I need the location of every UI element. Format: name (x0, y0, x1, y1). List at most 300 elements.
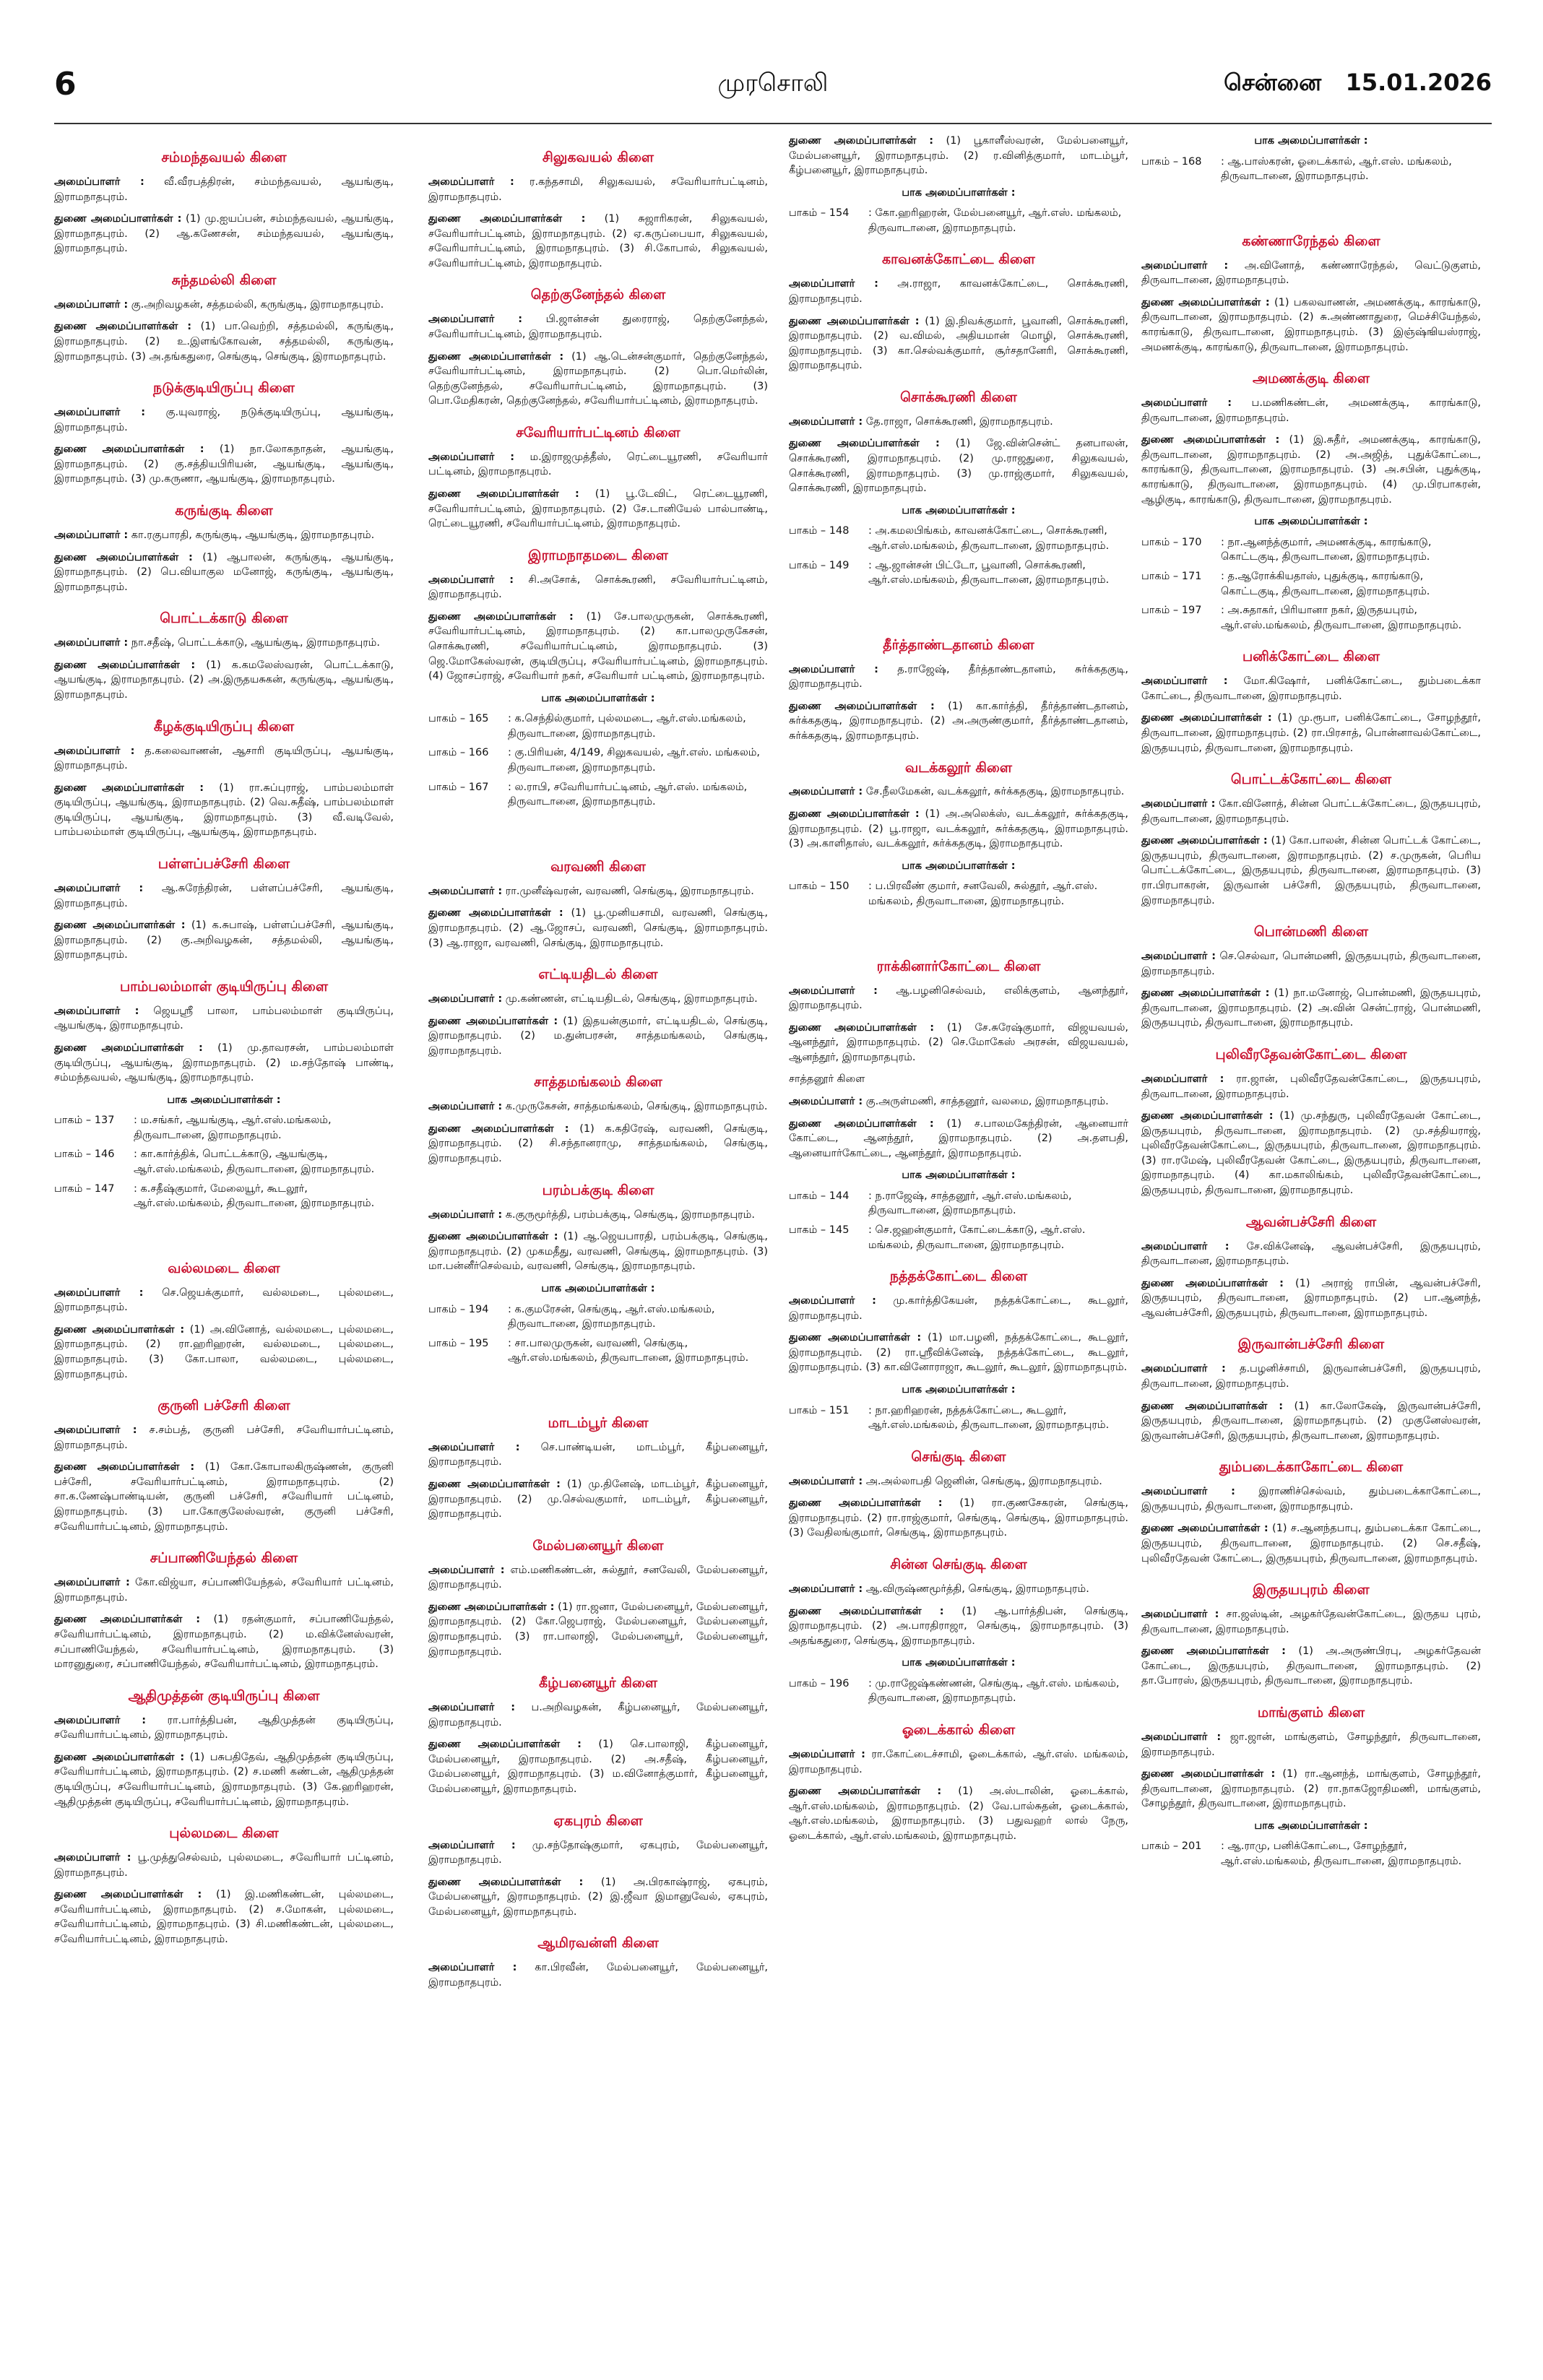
organizer-text: ரா.பார்த்திபன், ஆதிமுத்தன் குடியிருப்பு, சவேரியார்பட்டினம், இராமநாதபுரம். (54, 1714, 394, 1741)
branch-heading: செங்குடி கிளை (911, 1448, 1006, 1465)
organizer-entry (54, 1713, 394, 1743)
booth-row (789, 1676, 1128, 1706)
organizer-label: அமைப்பாளர் : (1141, 798, 1216, 810)
deputies-entry (54, 1887, 394, 1947)
deputies-entry (54, 1041, 394, 1086)
branch-heading: கீழ்பனையூர் கிளை (538, 1675, 658, 1692)
organizer-entry (428, 1208, 768, 1223)
organizer-label: அமைப்பாளர் : (54, 1424, 137, 1437)
organizer-label: அமைப்பாளர் : (428, 1839, 516, 1851)
column-1 (54, 134, 394, 2344)
deputies-text: (1) மு.ரூபா, பனிக்கோட்டை, சோழந்தூர், திருவாடானை, இராமநாதபுரம். (2) ரா.பிரசாத், பொன்னாவல்கோட்டை, இருதயபுரம், திருவாடானை, இராமநாதபுரம். (1141, 712, 1481, 754)
deputies-label: துணை அமைப்பாளர்கள் : (1141, 434, 1280, 446)
organizer-entry (428, 884, 768, 899)
deputies-label: துணை அமைப்பாளர்கள் : (1141, 1523, 1268, 1535)
column-4 (1141, 134, 1481, 2344)
booth-subheading: பாக அமைப்பாளர்கள் : (167, 1094, 281, 1106)
organizer-label: அமைப்பாளர் : (428, 176, 514, 188)
deputies-text: (1) இதயன்குமார், எட்டியதிடல், செங்குடி, இராமநாதபுரம். (2) ம.துன்பரசன், சாத்தமங்கலம், செங்குடி, இராமநாதபுரம். (428, 1015, 768, 1057)
booth-number: பாகம் – 165 (428, 713, 489, 725)
deputies-entry (54, 1612, 394, 1671)
booth-row (789, 879, 1128, 909)
deputies-text: (1) ரதன்குமார், சப்பாணியேந்தல், சவேரியார்பட்டினம், இராமநாதபுரம். (2) ம.விக்னேஸ்வரன், சப்பாணியேந்தல், சவேரியார்பட்டினம், இராமநாதபுரம். (3) மாரனுதுரை, சப்பாணியேந்தல், சவேரியார்பட்டினம், இராமநாதபுரம். (54, 1614, 394, 1671)
organizer-text: கோ.விஜ்யா, சப்பாணியேந்தல், சவேரியார் பட்டினம், இராமநாதபுரம். (54, 1577, 394, 1604)
organizer-entry (789, 1474, 1128, 1489)
booth-subheading: பாக அமைப்பாளர்கள் : (1254, 135, 1368, 147)
organizer-text: ர.கந்தசாமி, சிலுகவயல், சவேரியார்பட்டினம், இராமநாதபுரம். (428, 176, 768, 203)
deputies-label: துணை அமைப்பாளர்கள் : (54, 919, 186, 932)
organizer-text: ம.இராஜமுத்தீஸ், ரெட்டையூரணி, சவேரியார் பட்டினம், இராமநாதபுரம். (428, 451, 768, 478)
organizer-label: அமைப்பாளர் : (789, 985, 878, 997)
booth-number: பாகம் – 170 (1141, 536, 1202, 548)
organizer-label: அமைப்பாளர் : (789, 415, 863, 428)
organizer-entry (1141, 259, 1481, 288)
deputies-entry (1141, 1521, 1481, 1566)
booth-row (54, 1113, 394, 1143)
organizer-label: அமைப்பாளர் : (1141, 397, 1232, 410)
organizer-entry (54, 175, 394, 204)
booth-person: : நா.ஹரிஹரன், நத்தக்கோட்டை, கூடலூர், ஆர்.எஸ்.மங்கலம், திருவாடானை, இராமநாதபுரம். (868, 1404, 1110, 1432)
branch-heading: பாம்பலம்மாள் குடியிருப்பு கிளை (119, 978, 329, 995)
organizer-text: அ.ராஜா, காவனக்கோட்டை, சொக்கூரணி, இராமநாதபுரம். (789, 278, 1128, 306)
organizer-label: அமைப்பாளர் : (1141, 1240, 1229, 1252)
deputies-entry (54, 550, 394, 595)
organizer-label: அமைப்பாளர் : (54, 298, 129, 311)
deputies-text: (1) பா.வெற்றி, சத்தமல்லி, கருங்குடி, இராமநாதபுரம். (2) உ.இளங்கோவன், சத்தமல்லி, கருங்குடி, இராமநாதபுரம். (3) அ.தங்கதுரை, செங்குடி, செங்குடி, இராமநாதபுரம். (54, 321, 394, 363)
organizer-text: ச.சம்பத், குருனி பச்சேரி, சவேரியார்பட்டினம், இராமநாதபுரம். (54, 1424, 394, 1451)
organizer-label: அமைப்பாளர் : (789, 1583, 863, 1596)
deputies-label: துணை அமைப்பாளர்கள் : (1141, 1645, 1286, 1658)
deputies-label: துணை அமைப்பாளர்கள் : (789, 700, 935, 712)
deputies-text: (1) இ.சுதீர், அமணக்குடி, காரங்காடு, திருவாடானை, இராமநாதபுரம். (2) அ.அஜித், புதுக்கோட்டை, காரங்காடு, திருவாடானை, இராமநாதபுரம். (3) அ.சபின், புதுக்குடி, காரங்காடு, திருவாடானை, இராமநாதபுரம். (4) மு.பிரபாகரன், ஆழிகுடி, காரங்காடு, திருவாடானை, இராமநாதபுரம். (1141, 434, 1481, 506)
spacer (789, 592, 1128, 621)
organizer-entry (1141, 1484, 1481, 1514)
deputies-text: (1) ஆ.பார்த்திபன், செங்குடி, இராமநாதபுரம். (2) அ.பாரதிராஜா, செங்குடி, இராமநாதபுரம். (3) அதங்கதுரை, செங்குடி, இராமநாதபுரம். (789, 1605, 1128, 1647)
branch-heading: தும்படைக்காகோட்டை கிளை (1219, 1459, 1404, 1476)
deputies-text: (1) மு.தினேஷ், மாடம்பூர், கீழ்பனையூர், இராமநாதபுரம். (2) மு.செல்வகுமார், மாடம்பூர், கீழ்பனையூர், இராமநாதபுரம். (428, 1478, 768, 1520)
booth-person: : கோ.ஹரிஹரன், மேல்பனையூர், ஆர்.எஸ். மங்கலம், திருவாடானை, இராமநாதபுரம். (868, 207, 1122, 234)
deputies-label: துணை அமைப்பாளர்கள் : (428, 1122, 569, 1135)
organizer-entry (789, 784, 1128, 800)
deputies-entry (54, 918, 394, 963)
deputies-text: (1) இ.நிவக்குமார், பூவானி, சொக்கூரணி, இராமநாதபுரம். (2) வ.விமல், அதியமான் மொழி, சொக்கூரணி, இராமநாதபுரம். (3) கா.செல்வக்குமார், சூர்சதானேரி, சொக்கூரணி, இராமநாதபுரம். (789, 315, 1128, 372)
deputies-text: (1) பூ.முனியசாமி, வரவணி, செங்குடி, இராமநாதபுரம். (2) ஆ.ஜோசப், வரவணி, செங்குடி, இராமநாதபுரம். (3) ஆ.ராஜா, வரவணி, செங்குடி, இராமநாதபுரம். (428, 907, 768, 949)
organizer-label: அமைப்பாளர் : (789, 1475, 863, 1487)
organizer-label: அமைப்பாளர் : (1141, 951, 1216, 963)
organizer-entry (54, 528, 394, 543)
deputies-label: துணை அமைப்பாளர்கள் : (54, 1751, 185, 1763)
spacer (1141, 189, 1481, 217)
deputies-text: (1) க.கமலேஸ்வரன், பொட்டக்காடு, ஆயங்குடி, இராமநாதபுரம். (2) அ.இருதயசுகன், கருங்குடி, ஆயங்குடி, இராமநாதபுரம். (54, 659, 394, 701)
booth-number: பாகம் – 171 (1141, 570, 1202, 582)
branch-heading: சவேரியார்பட்டினம் கிளை (516, 424, 680, 441)
deputies-text: (1) இ.மணிகண்டன், புல்லமடை, சவேரியார்பட்டினம், இராமநாதபுரம். (2) ச.மோகன், புல்லமடை, சவேரியார்பட்டினம், இராமநாதபுரம். (3) சி.மணிகண்டன், புல்லமடை, சவேரியார்பட்டினம், இராமநாதபுரம். (54, 1889, 394, 1945)
organizer-entry (789, 1094, 1128, 1109)
deputies-entry (1141, 1767, 1481, 1812)
deputies-label: துணை அமைப்பாளர்கள் : (428, 610, 574, 623)
booth-row (428, 1302, 768, 1332)
deputies-entry (54, 658, 394, 703)
organizer-entry (789, 277, 1128, 306)
organizer-text: பி.ஜான்சன் துரைராஜ், தெற்குனேந்தல், சவேரியார்பட்டினம், இராமநாதபுரம். (428, 313, 768, 340)
deputies-text: (1) பூகாளீஸ்வரன், மேல்பனையூர், மேல்பனையூர், இராமநாதபுரம். (2) ர.வினித்குமார், மாடம்பூர், கீழ்பனையூர், இராமநாதபுரம். (789, 135, 1128, 177)
organizer-text: சே.விக்னேஷ், ஆவன்பச்சேரி, இருதயபுரம், திருவாடானை, இராமநாதபுரம். (1141, 1240, 1481, 1268)
deputies-entry (789, 699, 1128, 744)
deputies-entry (428, 1737, 768, 1796)
organizer-text: த.ராஜேஷ், தீர்த்தாண்டதானம், சுர்க்கதகுடி, இராமநாதபுரம். (789, 663, 1128, 691)
branch-heading: பரம்பக்குடி கிளை (542, 1182, 654, 1198)
deputies-text: (1) ரா.ஜனா, மேல்பனையூர், மேல்பனையூர், இராமநாதபுரம். (2) கோ.ஜெபராஜ், மேல்பனையூர், மேல்பனையூர், இராமநாதபுரம். (3) ரா.பாலாஜி, மேல்பனையூர், மேல்பனையூர், இராமநாதபுரம். (428, 1601, 768, 1658)
booth-person: : க.செந்தில்குமார், புல்லமடை, ஆர்.எஸ்.மங்கலம், திருவாடானை, இராமநாதபுரம். (508, 713, 746, 740)
organizer-label: அமைப்பாளர் : (428, 313, 523, 326)
organizer-label: அமைப்பாளர் : (54, 1714, 147, 1726)
organizer-entry (428, 450, 768, 480)
booth-number: பாகம் – 149 (789, 559, 850, 571)
organizer-text: செ.ஜெயக்குமார், வல்லமடை, புல்லமடை, இராமநாதபுரம். (54, 1286, 394, 1314)
deputies-text: (1) ஜே.வின்சென்ட் தனபாலன், சொக்கூரணி, இராமநாதபுரம். (2) மு.ராஜதுரை, சிலுகவயல், சொக்கூரணி, இராமநாதபுரம். (3) மு.ராஜ்குமார், சிலுகவயல், சொக்கூரணி, இராமநாதபுரம். (789, 438, 1128, 495)
deputies-label: துணை அமைப்பாளர்கள் : (54, 1889, 202, 1901)
branch-heading: வடக்கலூர் கிளை (904, 759, 1013, 776)
booth-person: : க.குமரேசன், செங்குடி, ஆர்.எஸ்.மங்கலம், திருவாடானை, இராமநாதபுரம். (508, 1303, 715, 1330)
organizer-text: ஆ.சுரேந்திரன், பள்ளப்பச்சேரி, ஆயங்குடி, இராமநாதபுரம். (54, 882, 394, 909)
deputies-entry (789, 1021, 1128, 1065)
organizer-label: அமைப்பாளர் : (54, 1286, 144, 1299)
deputies-label: துணை அமைப்பாளர்கள் : (54, 1461, 195, 1474)
organizer-text: இராணிச்செல்வம், தும்படைக்காகோட்டை, இருதயபுரம், திருவாடானை, இராமநாதபுரம். (1141, 1486, 1481, 1513)
spacer (54, 1216, 394, 1245)
deputies-text: (1) செ.பாலாஜி, கீழ்பனையூர், மேல்பனையூர், இராமநாதபுரம். (2) அ.சதீஷ், கீழ்பனையூர், மேல்பனையூர், இராமநாதபுரம். (3) ம.வினோத்குமார், கீழ்பனையூர், மேல்பனையூர், இராமநாதபுரம். (428, 1739, 768, 1795)
organizer-entry (54, 881, 394, 911)
deputies-entry (54, 1323, 394, 1382)
booth-person: : கு.பிரியன், 4/149, சிலுகவயல், ஆர்.எஸ். மங்கலம், திருவாடானை, இராமநாதபுரம். (508, 747, 761, 774)
organizer-label: அமைப்பாளர் : (1141, 1609, 1219, 1621)
organizer-entry (789, 415, 1128, 430)
booth-row (54, 1147, 394, 1177)
deputies-entry (1141, 1644, 1481, 1689)
organizer-text: ரா.கோட்டைச்சாமி, ஓடைக்கால், ஆர்.எஸ். மங்கலம், இராமநாதபுரம். (789, 1749, 1128, 1775)
organizer-text: ப.மணிகண்டன், அமணக்குடி, காரங்காடு, திருவாடானை, இராமநாதபுரம். (1141, 397, 1481, 424)
deputies-text: (1) க.சுபாஷ், பள்ளப்பச்சேரி, ஆயங்குடி, இராமநாதபுரம். (2) கு.அறிவழகன், சத்தமல்லி, ஆயங்குடி, இராமநாதபுரம். (54, 919, 394, 961)
booth-row (789, 524, 1128, 553)
booth-subheading: பாக அமைப்பாளர்கள் : (902, 860, 1016, 872)
booth-subheading: பாக அமைப்பாளர்கள் : (902, 504, 1016, 516)
deputies-label: துணை அமைப்பாளர்கள் : (428, 1478, 561, 1490)
organizer-label: அமைப்பாளர் : (1141, 259, 1229, 272)
deputies-entry (428, 1229, 768, 1274)
deputies-text: (1) ச.பாலமகேந்திரன், ஆனையார் கோட்டை, ஆனந்தூர், இராமநாதபுரம். (2) அ.தளபதி, ஆனையார்கோட்டை, ஆனந்தூர், இராமநாதபுரம். (789, 1117, 1128, 1159)
booth-number: பாகம் – 154 (789, 207, 850, 220)
organizer-text: ஜா.ஜான், மாங்குளம், சோழந்தூர், திருவாடானை, இராமநாதபுரம். (1141, 1731, 1481, 1758)
booth-row (789, 1223, 1128, 1252)
deputies-label: துணை அமைப்பாளர்கள் : (54, 213, 182, 225)
booth-person: : அ.சுதாகர், பிரியானா நகர், இருதயபுரம், ஆர்.எஸ்.மங்கலம், திருவாடானை, இராமநாதபுரம். (1221, 605, 1462, 631)
deputies-label: துணை அமைப்பாளர்கள் : (789, 1786, 942, 1798)
deputies-text: (1) ச.ஆனந்தபாபு, தும்படைக்கா கோட்டை, இருதயபுரம், திருவாடானை, இராமநாதபுரம். (2) செ.சதீஷ், புலிவீரதேவன் கோட்டை, இருதயபுரம், திருவாடானை, இராமநாதபுரம். (1141, 1523, 1481, 1565)
deputies-label: துணை அமைப்பாளர்கள் : (1141, 1768, 1276, 1780)
deputies-label: துணை அமைப்பாளர்கள் : (428, 213, 586, 225)
branch-heading: சொக்கூரணி கிளை (900, 389, 1017, 405)
organizer-entry (428, 175, 768, 204)
branch-heading: புல்லமடை கிளை (169, 1825, 279, 1842)
organizer-text: சி.அசோக், சொக்கூரணி, சவேரியார்பட்டினம், இராமநாதபுரம். (428, 574, 768, 601)
organizer-entry (789, 662, 1128, 692)
booth-number: பாகம் – 197 (1141, 605, 1202, 617)
branch-heading: பொன்மணி கிளை (1253, 924, 1369, 940)
booth-row (428, 1336, 768, 1366)
deputies-text: (1) மு.ஐயப்பன், சம்மந்தவயல், ஆயங்குடி, இராமநாதபுரம். (2) ஆ.கணேசன், சம்மந்தவயல், ஆயங்குடி, இராமநாதபுரம். (54, 213, 394, 255)
deputies-text: (1) நா.லோகநாதன், ஆயங்குடி, இராமநாதபுரம். (2) கு.சத்தியபிரியன், ஆயங்குடி, ஆயங்குடி, இராமநாதபுரம். (3) மு.கருணா, ஆயங்குடி, இராமநாதபுரம். (54, 443, 394, 485)
branch-heading: அமணக்குடி கிளை (1253, 371, 1370, 387)
branch-heading: ஓடைக்கால் கிளை (902, 1722, 1016, 1739)
deputies-entry (1141, 1109, 1481, 1198)
organizer-entry (789, 984, 1128, 1013)
deputies-text: (1) கா.லோகேஷ், இருவான்பச்சேரி, இருதயபுரம், திருவாடானை, இராமநாதபுரம். (2) முகுனேஸ்வரன், இருவான்பச்சேரி, இருதயபுரம், திருவாடானை, இராமநாதபுரம். (1141, 1400, 1481, 1442)
branch-heading: புலிவீரதேவன்கோட்டை கிளை (1215, 1046, 1407, 1063)
branch-heading: குருனி பச்சேரி கிளை (157, 1398, 290, 1414)
booth-person: : ந.ராஜேஷ், சாத்தனூர், ஆர்.எஸ்.மங்கலம், திருவாடானை, இராமநாதபுரம். (868, 1190, 1072, 1217)
booth-subheading: பாக அமைப்பாளர்கள் : (541, 1282, 655, 1294)
deputies-label: துணை அமைப்பாளர்கள் : (789, 808, 920, 821)
deputies-label: துணை அமைப்பாளர்கள் : (789, 1117, 934, 1130)
deputies-label: துணை அமைப்பாளர்கள் : (54, 1323, 185, 1336)
organizer-entry (428, 312, 768, 342)
organizer-entry (54, 744, 394, 774)
booth-number: பாகம் – 147 (54, 1182, 115, 1195)
organizer-text: அ.வினோத், கண்ணாரேந்தல், வெட்டுகுளம், திருவாடானை, இராமநாதபுரம். (1141, 259, 1481, 287)
organizer-entry (428, 1563, 768, 1593)
deputies-text: (1) சே.சுரேஷ்குமார், விஜயவயல், ஆனந்தூர், இராமநாதபுரம். (2) செ.மோகேஸ் அரசன், விஜயவயல், ஆனந்தூர், இராமநாதபுரம். (789, 1021, 1128, 1063)
branch-heading: ஆவன்பச்சேரி கிளை (1245, 1213, 1377, 1230)
organizer-label: அமைப்பாளர் : (789, 1749, 865, 1761)
deputies-entry (54, 442, 394, 487)
organizer-entry (789, 1582, 1128, 1597)
organizer-label: அமைப்பாளர் : (428, 1962, 517, 1974)
organizer-label: அமைப்பாளர் : (428, 1208, 503, 1221)
deputies-entry (1141, 433, 1481, 507)
booth-subheading: பாக அமைப்பாளர்கள் : (902, 1169, 1016, 1182)
organizer-label: அமைப்பாளர் : (428, 1101, 503, 1113)
booth-row (1141, 1839, 1481, 1869)
header-rule (54, 123, 1492, 124)
organizer-entry (1141, 396, 1481, 425)
deputies-label: துணை அமைப்பாளர்கள் : (789, 1497, 943, 1510)
branch-heading: பொட்டக்காடு கிளை (160, 610, 288, 627)
deputies-entry (1141, 295, 1481, 355)
booth-row (1141, 569, 1481, 599)
deputies-label: துணை அமைப்பாளர்கள் : (54, 1614, 200, 1626)
organizer-entry (428, 1099, 768, 1115)
booth-row (428, 711, 768, 741)
deputies-label: துணை அமைப்பாளர்கள் : (1141, 296, 1270, 308)
branch-heading: ஆதிமுத்தன் குடியிருப்பு கிளை (128, 1687, 320, 1704)
organizer-text: ரா.ஜான், புலிவீரதேவன்கோட்டை, இருதயபுரம், திருவாடானை, இராமநாதபுரம். (1141, 1073, 1481, 1100)
deputies-entry (789, 1784, 1128, 1843)
deputies-label: துணை அமைப்பாளர்கள் : (428, 1015, 558, 1027)
booth-number: பாகம் – 167 (428, 781, 489, 793)
deputies-label: துணை அமைப்பாளர்கள் : (1141, 1400, 1284, 1412)
booth-number: பாகம் – 201 (1141, 1840, 1202, 1853)
organizer-label: அமைப்பாளர் : (54, 1577, 130, 1589)
organizer-label: அமைப்பாளர் : (1141, 1073, 1224, 1085)
branch-heading: தீர்த்தாண்டதானம் கிளை (883, 636, 1034, 653)
organizer-text: ஆ.பழனிசெல்வம், எலிக்குளம், ஆனந்தூர், இராமநாதபுரம். (789, 985, 1128, 1012)
booth-number: பாகம் – 145 (789, 1224, 850, 1237)
deputies-text: (1) அராஜ் ராபின், ஆவன்பச்சேரி, இருதயபுரம், திருவாடானை, இராமநாதபுரம். (2) பா.ஆனந்த், ஆவன்பச்சேரி, இருதயபுரம், திருவாடானை, இராமநாதபுரம். (1141, 1277, 1481, 1319)
booth-number: பாகம் – 144 (789, 1190, 850, 1202)
booth-row (428, 780, 768, 810)
deputies-label: துணை அமைப்பாளர்கள் : (789, 1605, 944, 1617)
organizer-entry (1141, 949, 1481, 979)
branch-heading: சுந்தமல்லி கிளை (171, 272, 277, 288)
booth-number: பாகம் – 168 (1141, 155, 1202, 168)
deputies-entry (428, 1014, 768, 1059)
deputies-entry (428, 610, 768, 684)
deputies-label: துணை அமைப்பாளர்கள் : (1141, 1110, 1274, 1122)
deputies-text: (1) அ.அருண்பிரபு, அழகர்தேவன் கோட்டை, இருதயபுரம், திருவாடானை, இராமநாதபுரம். (2) தா.போரஸ், இருதயபுரம், திருவாடானை, இராமநாதபுரம். (1141, 1645, 1481, 1687)
organizer-text: மோ.கிஷோர், பனிக்கோட்டை, தும்படைக்கா கோட்டை, திருவாடானை, இராமநாதபுரம். (1141, 675, 1481, 702)
deputies-label: துணை அமைப்பாளர்கள் : (428, 488, 579, 500)
column-2 (428, 134, 768, 2344)
booth-row (789, 206, 1128, 235)
organizer-label: அமைப்பாளர் : (789, 663, 878, 675)
branch-heading: காவனக்கோட்டை கிளை (882, 251, 1035, 268)
deputies-label: துணை அமைப்பாளர்கள் : (789, 135, 934, 147)
organizer-label: அமைப்பாளர் : (54, 745, 135, 757)
organizer-text: அ.அல்லாபதி ஜெனின், செங்குடி, இராமநாதபுரம். (865, 1475, 1102, 1487)
organizer-text: க.குருமூர்த்தி, பரம்பக்குடி, செங்குடி, இராமநாதபுரம். (505, 1208, 755, 1221)
deputies-text: (1) அ.ஸ்டாலின், ஓடைக்கால், ஆர்.எஸ்.மங்கலம், இராமநாதபுரம். (2) வே.பால்சுதன், ஓடைக்கால், ஆர்.எஸ்.மங்கலம், இராமநாதபுரம். (3) பதுவஹர் லால் நேரு, ஓடைக்கால், ஆர்.எஸ்.மங்கலம், இராமநாதபுரம். (789, 1786, 1128, 1842)
organizer-entry (54, 1423, 394, 1453)
organizer-label: அமைப்பாளர் : (428, 1564, 505, 1576)
organizer-entry (1141, 1072, 1481, 1102)
organizer-text: நா.சதீஷ், பொட்டக்காடு, ஆயங்குடி, இராமநாதபுரம். (131, 637, 380, 649)
deputies-entry (1141, 834, 1481, 908)
booth-subheading: பாக அமைப்பாளர்கள் : (541, 692, 655, 704)
booth-person: : த.ஆரோக்கியதாஸ், புதுக்குடி, காரங்காடு, கொட்டகுடி, திருவாடானை, இராமநாதபுரம். (1221, 570, 1430, 597)
organizer-entry (54, 1004, 394, 1034)
organizer-text: கோ.வினோத், சின்ன பொட்டக்கோட்டை, இருதயபுரம், திருவாடானை, இராமநாதபுரம். (1141, 798, 1481, 825)
branch-heading: சாத்தமங்கலம் கிளை (534, 1074, 662, 1091)
booth-person: : க.சதீஷ்குமார், மேலையூர், கூடலூர், ஆர்.எஸ்.மங்கலம், திருவாடானை, இராமநாதபுரம். (134, 1182, 375, 1210)
branch-heading: வரவணி கிளை (550, 858, 646, 875)
deputies-entry (1141, 986, 1481, 1031)
deputies-text: (1) ரா.ஆனந்த், மாங்குளம், சோழந்தூர், திருவாடானை, இராமநாதபுரம். (2) ரா.நாகஜோதிமணி, மாங்குளம், சோழந்தூர், திருவாடானை, இராமநாதபுரம். (1141, 1768, 1481, 1810)
branch-heading: பள்ளப்பச்சேரி கிளை (157, 856, 290, 872)
organizer-label: அமைப்பாளர் : (1141, 1731, 1222, 1743)
deputies-label: துணை அமைப்பாளர்கள் : (789, 1021, 934, 1034)
deputies-text: (1) அ.அலெக்ஸ், வடக்கலூர், சுர்க்கதகுடி, இராமநாதபுரம். (2) பூ.ராஜா, வடக்கலூர், சுர்க்கதகுடி, இராமநாதபுரம். (3) அ.காளிதாஸ், வடக்கலூர், சுர்க்கதகுடி, இராமநாதபுரம். (789, 808, 1128, 850)
deputies-entry (789, 1330, 1128, 1375)
deputies-entry (428, 350, 768, 409)
booth-number: பாகம் – 146 (54, 1148, 115, 1161)
deputies-text: (1) கா.கார்த்தி, தீர்த்தாண்டதானம், சுர்க்கதகுடி, இராமநாதபுரம். (2) அ.அருண்குமார், தீர்த்தாண்டதானம், சுர்க்கதகுடி, இராமநாதபுரம். (789, 700, 1128, 742)
booth-person: : ல.ராபி, சவேரியார்பட்டினம், ஆர்.எஸ். மங்கலம், திருவாடானை, இராமநாதபுரம். (508, 781, 748, 808)
deputies-entry (428, 212, 768, 271)
deputies-entry (54, 212, 394, 256)
booth-person: : ப.பிரவீண் குமார், சனவேலி, சுல்தூர், ஆர்.எஸ். மங்கலம், திருவாடானை, இராமநாதபுரம். (868, 880, 1098, 907)
deputies-text: (1) அ.பிரகாஷ்ராஜ், ஏகபுரம், மேல்பனையூர், இராமநாதபுரம். (2) இ.ஜீவா இமானுவேல், ஏகபுரம், மேல்பனையூர், இராமநாதபுரம். (428, 1876, 768, 1918)
organizer-label: அமைப்பாளர் : (54, 1852, 131, 1864)
deputies-entry (789, 436, 1128, 496)
deputies-text: (1) பூ.டேவிட், ரெட்டையூரணி, சவேரியார்பட்டினம், இராமநாதபுரம். (2) சே.டானியேல் பால்பாண்டி, ரெட்டையூரணி, சவேரியார்பட்டினம், இராமநாதபுரம். (428, 488, 768, 530)
deputies-label: துணை அமைப்பாளர்கள் : (54, 782, 204, 794)
organizer-label: அமைப்பாளர் : (428, 574, 514, 586)
deputies-text: (1) பகலவாணன், அமணக்குடி, காரங்காடு, திருவாடானை, இராமநாதபுரம். (2) சு.அண்ணாதுரை, மெச்சியேந்தல், காரங்காடு, திருவாடானை, இராமநாதபுரம். (3) இஞ்ஷ்ஙியஸ்ராஜ், அமணக்குடி, காரங்காடு, திருவாடானை, இராமநாதபுரம். (1141, 296, 1481, 353)
organizer-text: வீ.வீரபத்திரன், சம்மந்தவயல், ஆயங்குடி, இராமநாதபுரம். (54, 176, 394, 203)
booth-number: பாகம் – 150 (789, 880, 850, 893)
organizer-entry (54, 298, 394, 313)
branch-heading: மேல்பனையூர் கிளை (532, 1537, 664, 1554)
deputies-label: துணை அமைப்பாளர்கள் : (428, 907, 563, 919)
deputies-entry (789, 134, 1128, 178)
deputies-entry (1141, 1276, 1481, 1321)
masthead: முரசொலி (717, 69, 829, 98)
deputies-text: (1) சே.பாலமுருகன், சொக்கூரணி, சவேரியார்பட்டினம், இராமநாதபுரம். (2) கா.பாலமுருகேசன், சொக்கூரணி, சவேரியார்பட்டினம், இராமநாதபுரம். (3) ஜெ.மோகேஸ்வரன், குடியிருப்பு, சவேரியார்பட்டினம், இராமநாதபுரம். (4) ஜோசப்ராஜ், சவேரியார் நகர், சவேரியார் பட்டினம், இராமநாதபுரம். (428, 610, 768, 683)
deputies-label: துணை அமைப்பாளர்கள் : (789, 315, 920, 327)
deputies-label: துணை அமைப்பாளர்கள் : (789, 1332, 922, 1344)
deputies-text: (1) ரா.குணசேகரன், செங்குடி, இராமநாதபுரம். (2) ரா.ராஜ்குமார், செங்குடி, செங்குடி, இராமநாதபுரம். (3) வேதிலங்குமார், செங்குடி, இராமநாதபுரம். (789, 1497, 1128, 1539)
deputies-entry (1141, 711, 1481, 756)
organizer-entry (428, 992, 768, 1007)
deputies-label: துணை அமைப்பாளர்கள் : (1141, 835, 1268, 847)
deputies-text: (1) ஆபாலன், கருங்குடி, ஆயங்குடி, இராமநாதபுரம். (2) பெ.வியாகுல மனோஜ், கருங்குடி, ஆயங்குடி, இராமநாதபுரம். (54, 551, 394, 593)
organizer-label: அமைப்பாளர் : (1141, 1363, 1226, 1375)
deputies-label: துணை அமைப்பாளர்கள் : (428, 1739, 582, 1751)
organizer-text: கு.அருள்மணி, சாத்தனூர், வலமை, இராமநாதபுரம். (865, 1095, 1109, 1107)
organizer-label: அமைப்பாளர் : (54, 882, 144, 894)
deputies-label: துணை அமைப்பாளர்கள் : (1141, 987, 1270, 1000)
organizer-label: அமைப்பாளர் : (54, 529, 129, 541)
organizer-entry (428, 573, 768, 602)
deputies-text: (1) க.கதிரேஷ், வரவணி, செங்குடி, இராமநாதபுரம். (2) சி.சந்தானராமு, சாத்தமங்கலம், செங்குடி, இராமநாதபுரம். (428, 1122, 768, 1165)
organizer-label: அமைப்பாளர் : (54, 176, 144, 188)
booth-person: : ஆ.ராமு, பனிக்கோட்டை, சோழந்தூர், ஆர்.எஸ்.மங்கலம், திருவாடானை, இராமநாதபுரம். (1221, 1840, 1462, 1868)
page-header (54, 61, 1492, 105)
deputies-entry (428, 1600, 768, 1659)
booth-number: பாகம் – 166 (428, 747, 489, 759)
deputies-label: துணை அமைப்பாளர்கள் : (54, 443, 204, 456)
page-number: 6 (54, 66, 77, 103)
deputies-label: துணை அமைப்பாளர்கள் : (428, 1601, 555, 1613)
deputies-entry (54, 1750, 394, 1809)
deputies-entry (428, 1122, 768, 1167)
booth-number: பாகம் – 194 (428, 1303, 489, 1315)
deputies-text: (1) சுஜாரிகரன், சிலுகவயல், சவேரியார்பட்டினம், இராமநாதபுரம். (2) ஏ.கருப்பையா, சிலுகவயல், சவேரியார்பட்டினம், இராமநாதபுரம். (3) சி.கோபால், சிலுகவயல், சவேரியார்பட்டினம், இராமநாதபுரம். (428, 213, 768, 269)
organizer-entry (1141, 1362, 1481, 1391)
deputies-text: (1) ரா.சுப்புராஜ், பாம்பலம்மாள் குடியிருப்பு, ஆயங்குடி, இராமநாதபுரம். (2) வெ.சுதீஷ், பாம்பலம்மாள் குடியிருப்பு, ஆயங்குடி, இராமநாதபுரம். (3) வீ.வடிவேல், பாம்பலம்மாள் குடியிருப்பு, ஆயங்குடி, இராமநாதபுரம். (54, 782, 394, 839)
organizer-text: மு.கார்த்திகேயன், நத்தக்கோட்டை, கூடலூர், இராமநாதபுரம். (789, 1295, 1128, 1322)
booth-subheading: பாக அமைப்பாளர்கள் : (902, 186, 1016, 199)
booth-row (789, 558, 1128, 588)
branch-heading: சிலுகவயல் கிளை (542, 150, 654, 165)
organizer-text: சா.ஜஸ்டின், அழகர்தேவன்கோட்டை, இருதய புரம், திருவாடானை, இராமநாதபுரம். (1141, 1609, 1481, 1635)
organizer-entry (428, 1700, 768, 1730)
deputies-entry (428, 1477, 768, 1522)
organizer-text: சே.நீலமேகன், வடக்கலூர், சுர்க்கதகுடி, இராமநாதபுரம். (865, 786, 1125, 798)
organizer-entry (54, 1575, 394, 1605)
deputies-label: துணை அமைப்பாளர்கள் : (54, 321, 192, 333)
branch-plain-heading: சாத்தனூர் கிளை (789, 1073, 865, 1086)
organizer-text: பூ.முத்துசெல்வம், புல்லமடை, சவேரியார் பட்டினம், இராமநாதபுரம். (54, 1852, 394, 1879)
deputies-entry (789, 807, 1128, 852)
city: சென்னை (1224, 69, 1322, 96)
booth-person: : ஆ.ஜான்சன் பிட்டோ, பூவானி, சொக்கூரணி, ஆர்.எஸ்.மங்கலம், திருவாடானை, இராமநாதபுரம். (868, 559, 1110, 587)
organizer-entry (428, 1960, 768, 1990)
dateline (1224, 69, 1492, 99)
booth-person: : கா.கார்த்திக், பொட்டக்காடு, ஆயங்குடி, ஆர்.எஸ்.மங்கலம், திருவாடானை, இராமநாதபுரம். (134, 1148, 375, 1176)
organizer-entry (789, 1294, 1128, 1323)
booth-number: பாகம் – 137 (54, 1115, 115, 1127)
